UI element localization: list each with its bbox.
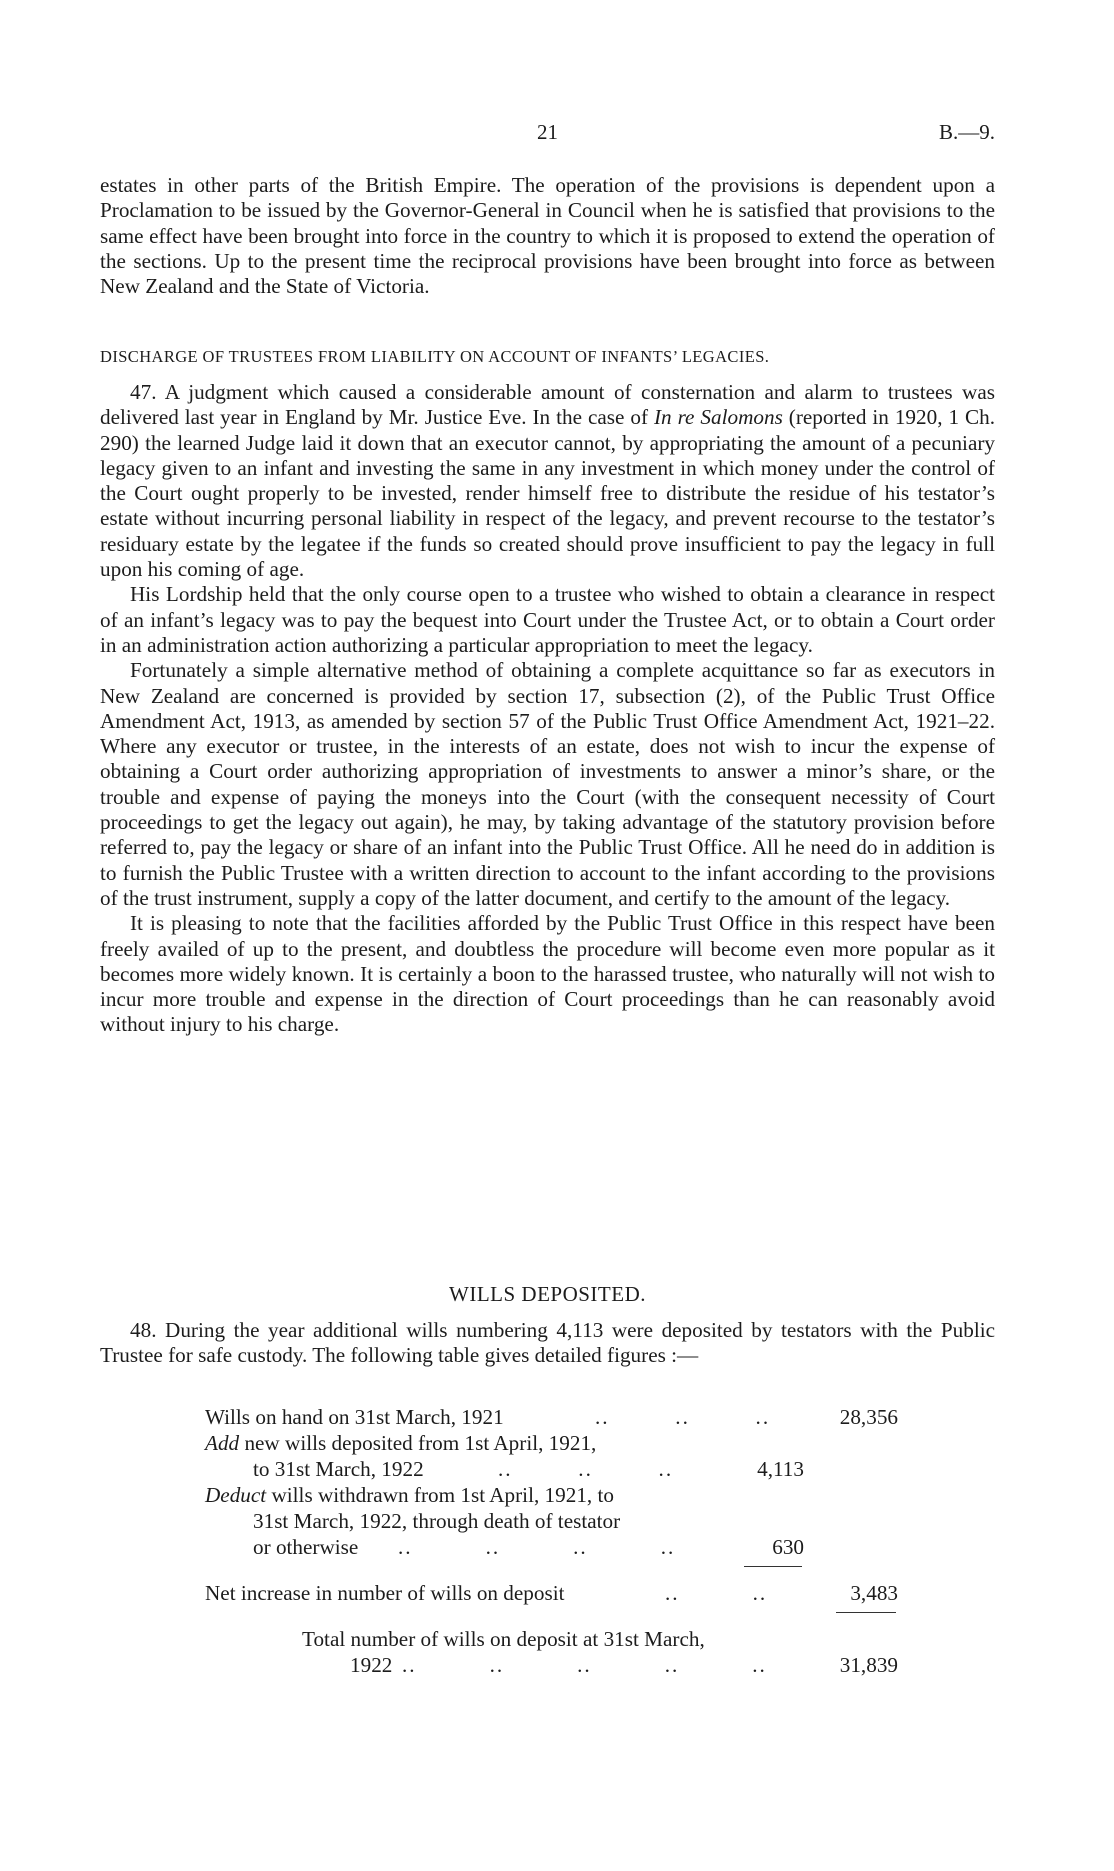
case-name: In re Salomons [653,405,783,430]
table-row-label: Wills on hand on 31st March, 1921 [205,1405,504,1429]
table-row-label-continued: or otherwise [253,1535,359,1559]
paragraph-alternative-method: Fortunately a simple alternative method of obtaining a complete acquittance so far as executors in New Zealand are concerned is provided by section 17, subsection (2), of the Public Trust Office Amendment Act, 1913, as amended by section 57 of the Public Trust Office Amendment Act, 1921–22. Where any executor or trustee, in the interests of an estate, does not wish to incur the expense of obtaining a Court order authorizing appropriation of investments to answer a minor’s share, or the trouble and expense of paying the moneys into the Court (with the consequent necessity of Court proceedings to get the legacy out again), he may, by taking advantage of the statutory provision before referred to, pay the legacy or share of an infant into the Public Trust Office. All he need do in addition is to furnish the Public Trustee with a written direction to account to the infant according to the provisions of the trust instrument, supply a copy of the latter document, and certify to the amount of the legacy. [100,658,995,910]
total-value: 31,839 [839,1653,898,1677]
page-number: 21 [537,120,558,144]
paragraph-47-end: (reported in 1920, 1 Ch. 290) the learned Judge laid it down that an executor cannot, by appropriating the amount of a pecuniary legacy given to an infant and investing the same in any investment in which money under the control of the Court ought properly to be invested, render himself free to distribute the residue of his testator’s estate without incurring personal liability in respect of the legacy, and prevent recourse to the testator’s residuary estate by the legatee if the funds so created should prove insufficient to pay the legacy in full upon his coming of age. [100,405,996,582]
table-row-label-continued: to 31st March, 1922 [253,1457,424,1481]
table-row-label [205,1483,614,1508]
table-row-label [205,1431,596,1456]
total-rule [836,1612,896,1613]
paragraph-47-start: 47. A judgment which caused a considerable amount of consternation and alarm to trustees was delivered last year in England by Mr. Justice Eve. In the case of [100,380,995,430]
wills-section-heading: WILLS DEPOSITED. [449,1282,646,1306]
table-row-value: 630 [772,1535,804,1559]
leader-dots: .. .. .. [595,1405,771,1429]
table-row-value: 28,356 [839,1405,898,1429]
paragraph-facilities: It is pleasing to note that the facilities afforded by the Public Trust Office in this respect have been freely availed of up to the present, and doubtless the procedure will become even more popular as it becomes more widely known. It is certainly a boon to the harassed trustee, who naturally will not wish to incur more trouble and expense in the direction of Court proceedings than he can reasonably avoid without injury to his charge. [100,911,995,1037]
total-label-continued: 1922 [350,1653,393,1677]
document-reference: B.—9. [938,120,995,144]
subtotal-rule [744,1566,802,1567]
add-label: Add [205,1431,240,1455]
paragraph-lordship: His Lordship held that the only course open to a trustee who wished to obtain a clearance in respect of an infant’s legacy was to pay the bequest into Court under the Trustee Act, or to obtain a Court order in an administration action authorizing a particular appropriation to meet the legacy. [100,582,995,657]
leader-dots: .. .. .. [498,1457,674,1481]
discharge-section-heading: DISCHARGE OF TRUSTEES FROM LIABILITY ON ACCOUNT OF INFANTS’ LEGACIES. [100,347,770,366]
net-increase-value: 3,483 [850,1581,898,1605]
paragraph-48: 48. During the year additional wills numbering 4,113 were deposited by testators with the Public Trustee for safe custody. The following table gives detailed figures :— [100,1318,995,1368]
leader-dots: .. .. .. .. .. [402,1653,767,1677]
leader-dots: .. .. .. .. [398,1535,676,1559]
table-row-label-text: new wills deposited from 1st April, 1921, [244,1431,597,1455]
total-label: Total number of wills on deposit at 31st March, [302,1627,705,1651]
table-row-value: 4,113 [757,1457,804,1481]
leader-dots: .. .. [665,1581,768,1605]
table-row-label-text: wills withdrawn from 1st April, 1921, to [271,1483,615,1507]
table-row-label-continued: 31st March, 1922, through death of testator [253,1509,621,1533]
net-increase-label: Net increase in number of wills on deposit [205,1581,565,1605]
intro-paragraph: estates in other parts of the British Empire. The operation of the provisions is dependent upon a Proclamation to be issued by the Governor-General in Council when he is satisfied that provisions to the same effect have been brought into force in the country to which it is proposed to extend the operation of the sections. Up to the present time the reciprocal provisions have been brought into force as between New Zealand and the State of Victoria. [100,173,995,299]
deduct-label: Deduct [205,1483,267,1507]
